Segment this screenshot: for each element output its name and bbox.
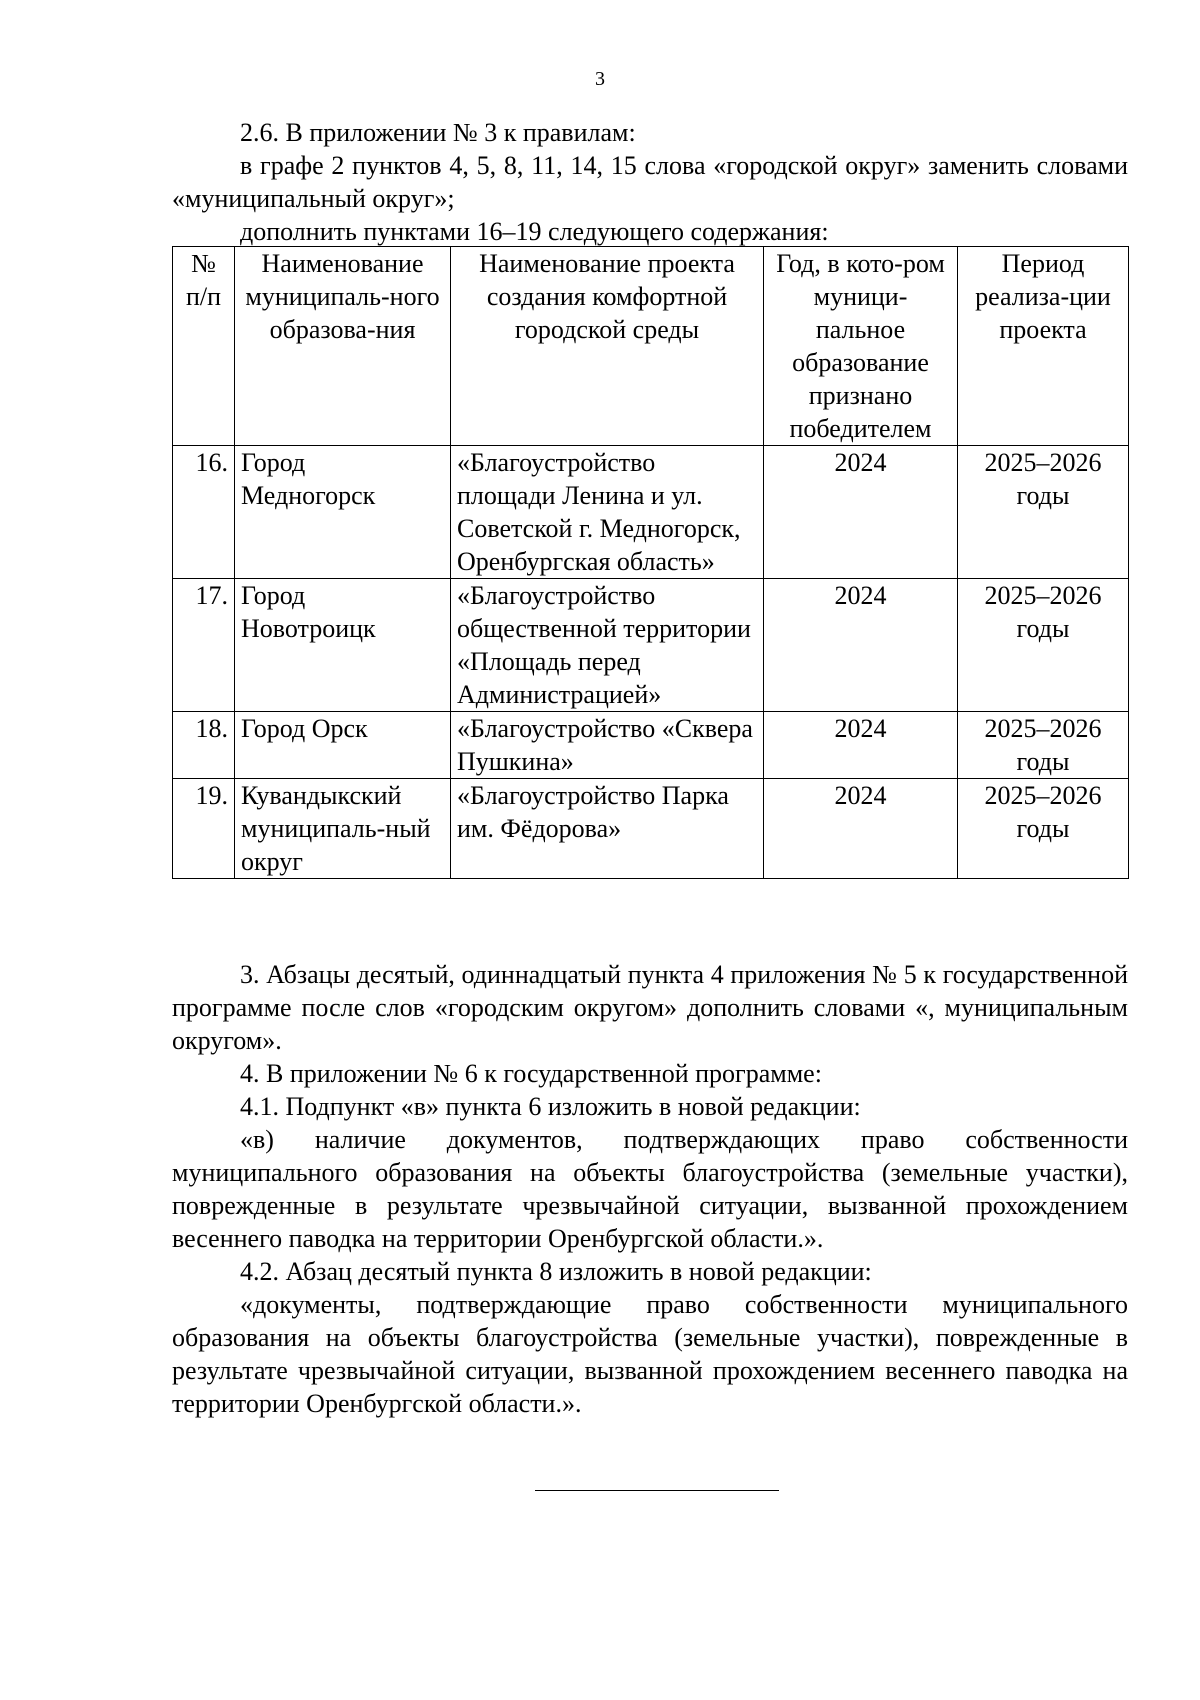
row-number: 17.: [173, 579, 235, 712]
row-municipality: Кувандыкский муниципаль-ный округ: [235, 779, 451, 879]
row-year: 2024: [764, 712, 958, 779]
row-municipality: Город Медногорск: [235, 446, 451, 579]
page-number: 3: [595, 68, 605, 90]
header-municipality: Наименование муниципаль-ного образова-ния: [235, 247, 451, 446]
row-period: 2025–2026 годы: [958, 712, 1129, 779]
row-project: «Благоустройство «Сквера Пушкина»: [451, 712, 764, 779]
body-section: [172, 958, 1128, 1420]
table-row: [173, 579, 1129, 712]
intro-paragraph-2: в графе 2 пунктов 4, 5, 8, 11, 14, 15 слова «городской округ» заменить словами «муниципальный округ»;: [172, 151, 1128, 213]
header-period: Период реализа-ции проекта: [958, 247, 1129, 446]
intro-paragraph-1: 2.6. В приложении № 3 к правилам:: [240, 118, 636, 147]
row-period: 2025–2026 годы: [958, 579, 1129, 712]
intro-section: [172, 116, 1128, 248]
intro-paragraph-3: дополнить пунктами 16–19 следующего содержания:: [240, 217, 829, 246]
paragraph-4-2-text: «документы, подтверждающие право собственности муниципального образования на объекты благоустройства (земельные участки), поврежденные в результате чрезвычайной ситуации, вызванной прохождением весеннего паводка на территории Оренбургской области.».: [172, 1290, 1128, 1418]
row-year: 2024: [764, 446, 958, 579]
row-project: «Благоустройство Парка им. Фёдорова»: [451, 779, 764, 879]
row-period: 2025–2026 годы: [958, 779, 1129, 879]
table-row: [173, 712, 1129, 779]
row-number: 18.: [173, 712, 235, 779]
closing-rule: [535, 1490, 779, 1491]
row-number: 19.: [173, 779, 235, 879]
paragraph-4-1-text: «в) наличие документов, подтверждающих право собственности муниципального образования на объекты благоустройства (земельные участки), поврежденные в результате чрезвычайной ситуации, вызванной прохождением весеннего паводка на территории Оренбургской области.».: [172, 1125, 1128, 1253]
table-row: [173, 779, 1129, 879]
paragraph-4-2: 4.2. Абзац десятый пункта 8 изложить в новой редакции:: [240, 1257, 872, 1286]
row-number: 16.: [173, 446, 235, 579]
row-project: «Благоустройство площади Ленина и ул. Советской г. Медногорск, Оренбургская область»: [451, 446, 764, 579]
row-municipality: Город Новотроицк: [235, 579, 451, 712]
row-municipality: Город Орск: [235, 712, 451, 779]
header-number: № п/п: [173, 247, 235, 446]
table-row: [173, 446, 1129, 579]
header-project: Наименование проекта создания комфортной городской среды: [451, 247, 764, 446]
paragraph-3: 3. Абзацы десятый, одиннадцатый пункта 4 приложения № 5 к государственной программе после слов «городским округом» дополнить словами «, муниципальным округом».: [172, 960, 1128, 1055]
paragraph-4-1: 4.1. Подпункт «в» пункта 6 изложить в новой редакции:: [240, 1092, 861, 1121]
row-period: 2025–2026 годы: [958, 446, 1129, 579]
row-year: 2024: [764, 779, 958, 879]
table-header-row: [173, 247, 1129, 446]
row-year: 2024: [764, 579, 958, 712]
paragraph-4: 4. В приложении № 6 к государственной программе:: [240, 1059, 822, 1088]
row-project: «Благоустройство общественной территории «Площадь перед Администрацией»: [451, 579, 764, 712]
header-year: Год, в кото-ром муници-пальное образование признано победителем: [764, 247, 958, 446]
projects-table: [172, 246, 1129, 879]
